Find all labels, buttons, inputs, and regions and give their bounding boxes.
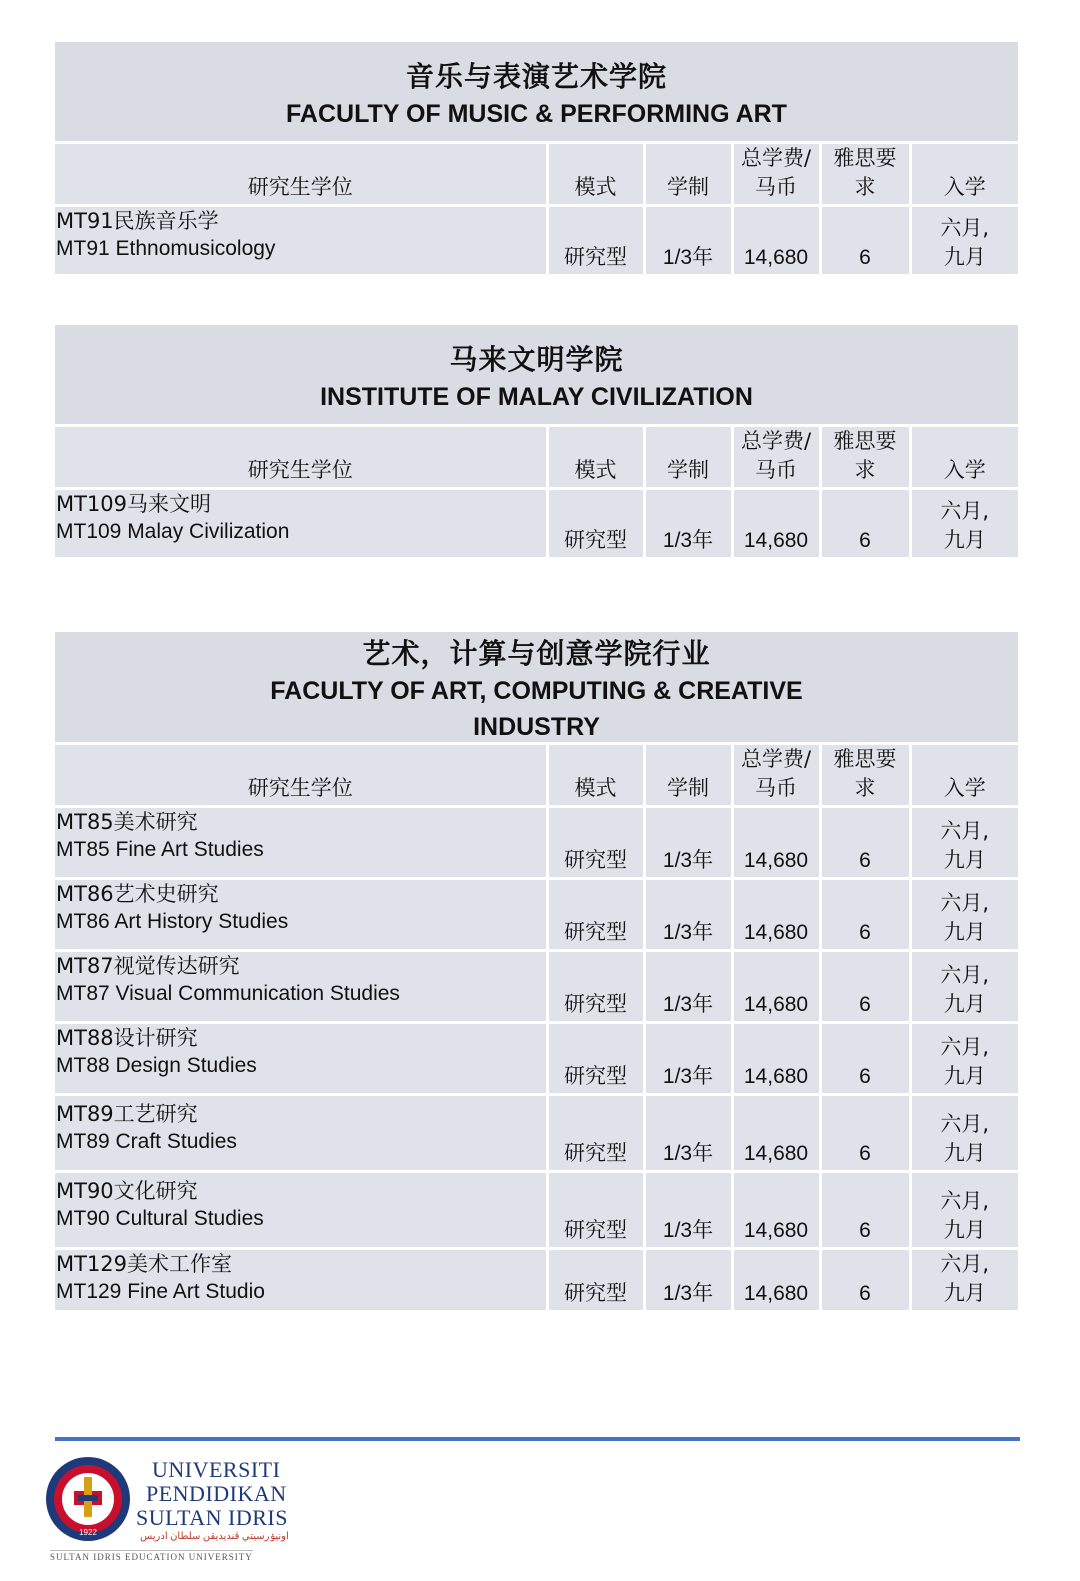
section-header xyxy=(55,42,1018,144)
table-header-row xyxy=(55,745,1018,807)
ielts-cell: 6 xyxy=(820,1172,910,1249)
fee-cell: 14,680 xyxy=(732,807,820,879)
duration-cell: 1/3年 xyxy=(644,206,732,276)
ielts-cell: 6 xyxy=(820,951,910,1023)
table-header-row xyxy=(55,144,1018,206)
fee-cell: 14,680 xyxy=(732,879,820,951)
mode-cell: 研究型 xyxy=(547,879,644,951)
ielts-cell: 6 xyxy=(820,489,910,559)
col-intake: 入学 xyxy=(910,427,1018,489)
ielts-cell: 6 xyxy=(820,1095,910,1172)
svg-text:1922: 1922 xyxy=(79,1528,97,1537)
program-name: MT85美术研究 MT85 Fine Art Studies xyxy=(55,807,547,879)
university-wordmark xyxy=(136,1458,289,1544)
table-row xyxy=(55,951,1018,1023)
program-table xyxy=(55,427,1018,560)
duration-cell: 1/3年 xyxy=(644,1249,732,1312)
program-name: MT88设计研究 MT88 Design Studies xyxy=(55,1023,547,1095)
col-ielts: 雅思要 求 xyxy=(820,427,910,489)
col-program: 研究生学位 xyxy=(55,745,547,807)
table-row xyxy=(55,1023,1018,1095)
uni-jawi: اونيۏرسيتي ڤنديديقن سلطان ادريس xyxy=(140,1531,289,1542)
mode-cell: 研究型 xyxy=(547,206,644,276)
university-tagline: SULTAN IDRIS EDUCATION UNIVERSITY xyxy=(50,1552,253,1562)
section-title-en: FACULTY OF MUSIC & PERFORMING ART xyxy=(286,99,787,128)
duration-cell: 1/3年 xyxy=(644,489,732,559)
ielts-cell: 6 xyxy=(820,807,910,879)
duration-cell: 1/3年 xyxy=(644,807,732,879)
duration-cell: 1/3年 xyxy=(644,1172,732,1249)
duration-cell: 1/3年 xyxy=(644,879,732,951)
program-name: MT91民族音乐学 MT91 Ethnomusicology xyxy=(55,206,547,276)
intake-cell: 六月, 九月 xyxy=(910,879,1018,951)
section-music xyxy=(55,42,1018,277)
program-name: MT129美术工作室 MT129 Fine Art Studio xyxy=(55,1249,547,1312)
mode-cell: 研究型 xyxy=(547,807,644,879)
fee-cell: 14,680 xyxy=(732,489,820,559)
intake-cell: 六月, 九月 xyxy=(910,1095,1018,1172)
mode-cell: 研究型 xyxy=(547,489,644,559)
fee-cell: 14,680 xyxy=(732,206,820,276)
col-duration: 学制 xyxy=(644,427,732,489)
mode-cell: 研究型 xyxy=(547,1172,644,1249)
program-name: MT90文化研究 MT90 Cultural Studies xyxy=(55,1172,547,1249)
duration-cell: 1/3年 xyxy=(644,1095,732,1172)
uni-line2: PENDIDIKAN xyxy=(146,1481,287,1506)
section-malay-civilization xyxy=(55,325,1018,560)
duration-cell: 1/3年 xyxy=(644,1023,732,1095)
program-name: MT86艺术史研究 MT86 Art History Studies xyxy=(55,879,547,951)
program-name: MT109马来文明 MT109 Malay Civilization xyxy=(55,489,547,559)
section-header xyxy=(55,632,1018,745)
footer-divider xyxy=(55,1437,1020,1441)
mode-cell: 研究型 xyxy=(547,1249,644,1312)
ielts-cell: 6 xyxy=(820,879,910,951)
ielts-cell: 6 xyxy=(820,206,910,276)
section-title-en: INSTITUTE OF MALAY CIVILIZATION xyxy=(320,382,753,411)
intake-cell: 六月, 九月 xyxy=(910,1023,1018,1095)
program-name: MT87视觉传达研究 MT87 Visual Communication Studies xyxy=(55,951,547,1023)
intake-cell: 六月, 九月 xyxy=(910,1172,1018,1249)
section-title-cn: 马来文明学院 xyxy=(449,342,624,376)
col-program: 研究生学位 xyxy=(55,427,547,489)
table-row xyxy=(55,206,1018,276)
col-duration: 学制 xyxy=(644,745,732,807)
col-ielts: 雅思要 求 xyxy=(820,745,910,807)
table-header-row xyxy=(55,427,1018,489)
table-row xyxy=(55,1172,1018,1249)
fee-cell: 14,680 xyxy=(732,1023,820,1095)
table-row xyxy=(55,1249,1018,1312)
col-mode: 模式 xyxy=(547,144,644,206)
intake-cell: 六月, 九月 xyxy=(910,951,1018,1023)
fee-cell: 14,680 xyxy=(732,1249,820,1312)
intake-cell: 六月, 九月 xyxy=(910,807,1018,879)
col-program: 研究生学位 xyxy=(55,144,547,206)
fee-cell: 14,680 xyxy=(732,951,820,1023)
program-table xyxy=(55,745,1018,1313)
program-name: MT89工艺研究 MT89 Craft Studies xyxy=(55,1095,547,1172)
col-fee: 总学费/ 马币 xyxy=(732,427,820,489)
col-intake: 入学 xyxy=(910,745,1018,807)
section-title-en-line2: INDUSTRY xyxy=(473,713,600,741)
col-fee: 总学费/ 马币 xyxy=(732,745,820,807)
mode-cell: 研究型 xyxy=(547,1095,644,1172)
col-mode: 模式 xyxy=(547,745,644,807)
table-row xyxy=(55,1095,1018,1172)
mode-cell: 研究型 xyxy=(547,951,644,1023)
col-duration: 学制 xyxy=(644,144,732,206)
section-title-en: FACULTY OF ART, COMPUTING & CREATIVE xyxy=(270,677,803,705)
section-header xyxy=(55,325,1018,427)
section-title-cn: 艺术，计算与创意学院行业 xyxy=(362,637,711,670)
intake-cell: 六月, 九月 xyxy=(910,1249,1018,1312)
uni-line1: UNIVERSITI xyxy=(152,1457,281,1482)
col-intake: 入学 xyxy=(910,144,1018,206)
ielts-cell: 6 xyxy=(820,1023,910,1095)
intake-cell: 六月, 九月 xyxy=(910,489,1018,559)
uni-line3: SULTAN IDRIS xyxy=(136,1505,288,1530)
col-ielts: 雅思要 求 xyxy=(820,144,910,206)
mode-cell: 研究型 xyxy=(547,1023,644,1095)
section-title-cn: 音乐与表演艺术学院 xyxy=(405,59,667,93)
table-row xyxy=(55,489,1018,559)
university-seal-icon xyxy=(44,1455,132,1543)
section-art-computing xyxy=(55,632,1018,1313)
duration-cell: 1/3年 xyxy=(644,951,732,1023)
program-table xyxy=(55,144,1018,277)
fee-cell: 14,680 xyxy=(732,1172,820,1249)
col-mode: 模式 xyxy=(547,427,644,489)
fee-cell: 14,680 xyxy=(732,1095,820,1172)
table-row xyxy=(55,807,1018,879)
ielts-cell: 6 xyxy=(820,1249,910,1312)
col-fee: 总学费/ 马币 xyxy=(732,144,820,206)
intake-cell: 六月, 九月 xyxy=(910,206,1018,276)
table-row xyxy=(55,879,1018,951)
